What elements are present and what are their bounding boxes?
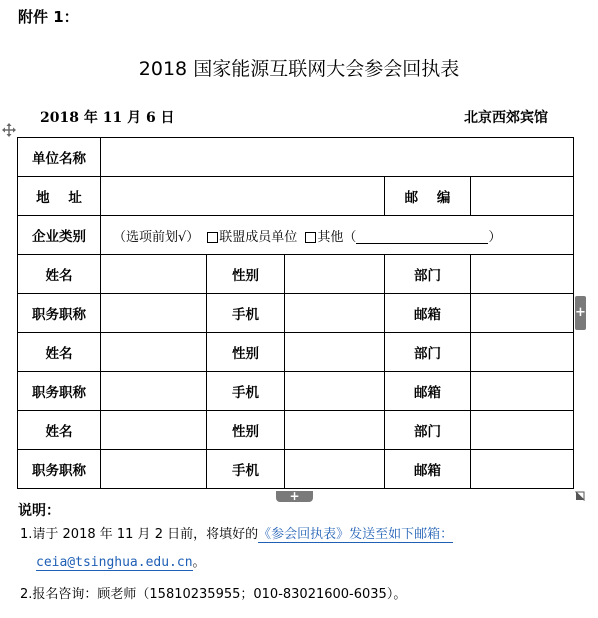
attendee-1-row-b (18, 294, 574, 333)
department-label: 部门 (385, 333, 471, 372)
member-unit-option-label: 联盟成员单位 (219, 229, 298, 245)
position-label: 职务职称 (18, 372, 101, 411)
email-label: 邮箱 (385, 294, 471, 333)
other-fill-blank[interactable] (356, 231, 488, 244)
mobile-field[interactable] (285, 294, 385, 333)
other-checkbox[interactable] (305, 232, 316, 243)
email-label: 邮箱 (385, 372, 471, 411)
notes-heading: 说明： (18, 503, 60, 519)
document-title: 2018 国家能源互联网大会参会回执表 (138, 58, 460, 80)
gender-field[interactable] (285, 411, 385, 450)
name-field[interactable] (101, 411, 207, 450)
postcode-label: 邮 编 (385, 177, 471, 216)
attendee-2-row-a (18, 333, 574, 372)
add-column-button[interactable]: + (575, 296, 586, 330)
address-label: 地 址 (18, 177, 101, 216)
gender-label: 性别 (207, 411, 285, 450)
email-label: 邮箱 (385, 450, 471, 489)
gender-field[interactable] (285, 333, 385, 372)
table-move-handle-icon[interactable] (2, 123, 16, 137)
attendee-3-row-a (18, 411, 574, 450)
note-item-1 (20, 524, 453, 546)
other-option-close: ） (488, 229, 502, 245)
attendee-2-row-b (18, 372, 574, 411)
mobile-field[interactable] (285, 450, 385, 489)
attendee-1-row-a (18, 255, 574, 294)
note-1-suffix: 。 (192, 555, 206, 570)
note-1-text: 1.请于 2018 年 11 月 2 日前，将填好的 (20, 527, 259, 542)
contact-email-link[interactable]: ceia@tsinghua.edu.cn (36, 555, 193, 570)
add-row-button[interactable]: + (276, 491, 313, 502)
mobile-label: 手机 (207, 294, 285, 333)
attachment-label: 附件 1： (18, 8, 79, 26)
position-field[interactable] (101, 294, 207, 333)
address-field[interactable] (101, 177, 385, 216)
name-label: 姓名 (18, 411, 101, 450)
other-option-label: 其他（ (317, 229, 357, 245)
email-field[interactable] (471, 372, 574, 411)
unit-name-field[interactable] (101, 138, 574, 177)
position-field[interactable] (101, 372, 207, 411)
note-item-1-continued (36, 551, 206, 570)
category-label: 企业类别 (18, 216, 101, 255)
department-label: 部门 (385, 411, 471, 450)
meeting-date: 2018 年 11 月 6 日 (40, 110, 175, 126)
position-label: 职务职称 (18, 450, 101, 489)
category-row (18, 216, 574, 255)
member-unit-checkbox[interactable] (207, 232, 218, 243)
table-resize-handle-icon[interactable] (575, 491, 585, 501)
meeting-venue: 北京西郊宾馆 (464, 110, 548, 126)
department-label: 部门 (385, 255, 471, 294)
attendee-3-row-b (18, 450, 574, 489)
name-label: 姓名 (18, 255, 101, 294)
unit-name-label: 单位名称 (18, 138, 101, 177)
position-label: 职务职称 (18, 294, 101, 333)
mobile-label: 手机 (207, 372, 285, 411)
mobile-field[interactable] (285, 372, 385, 411)
gender-label: 性别 (207, 333, 285, 372)
reply-form-link[interactable]: 《参会回执表》发送至如下邮箱： (258, 527, 454, 542)
unit-name-row (18, 138, 574, 177)
gender-field[interactable] (285, 255, 385, 294)
name-label: 姓名 (18, 333, 101, 372)
name-field[interactable] (101, 333, 207, 372)
registration-form-table (17, 137, 574, 489)
address-row (18, 177, 574, 216)
category-hint: （选项前划√） (113, 229, 200, 245)
gender-label: 性别 (207, 255, 285, 294)
note-item-2: 2.报名咨询：顾老师（15810235955；010-83021600-6035）。 (20, 587, 407, 602)
email-field[interactable] (471, 450, 574, 489)
name-field[interactable] (101, 255, 207, 294)
mobile-label: 手机 (207, 450, 285, 489)
position-field[interactable] (101, 450, 207, 489)
email-field[interactable] (471, 294, 574, 333)
department-field[interactable] (471, 333, 574, 372)
category-options (101, 216, 574, 255)
postcode-field[interactable] (471, 177, 574, 216)
department-field[interactable] (471, 411, 574, 450)
department-field[interactable] (471, 255, 574, 294)
